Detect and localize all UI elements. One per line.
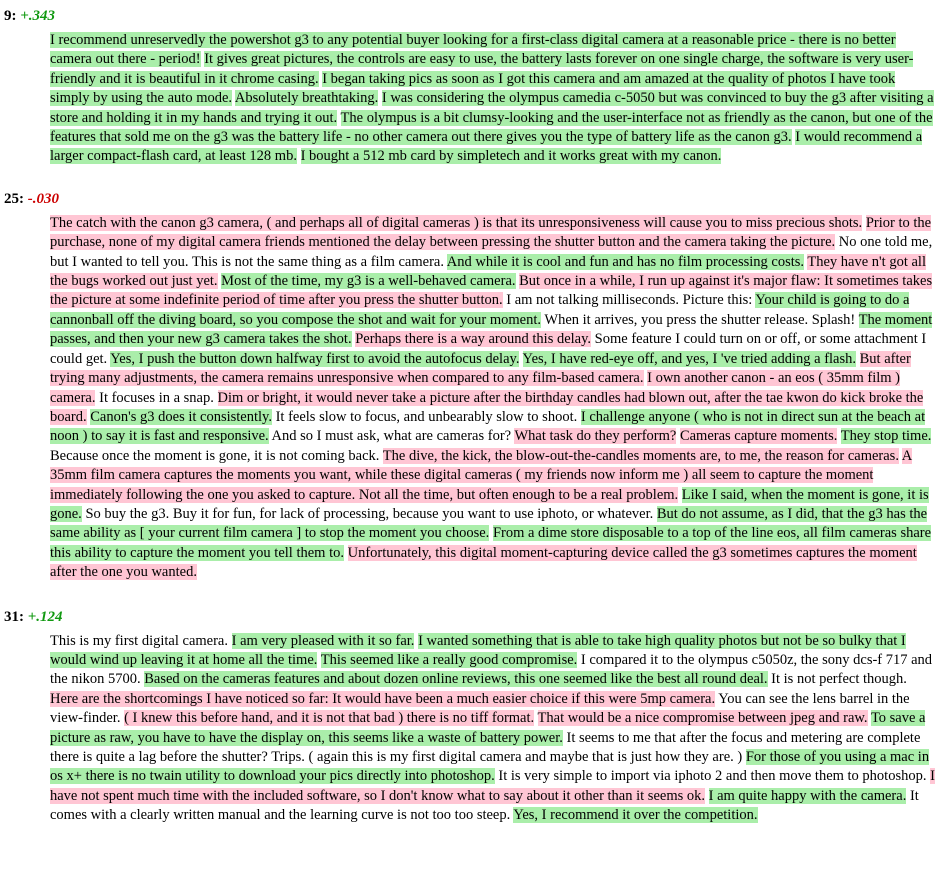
review-body (50, 632, 937, 826)
highlighted-text-segment: The dive, the kick, the blow-out-the-candles moments are, to me, the reason for cameras. (382, 447, 899, 464)
highlighted-text-segment: A 35mm film camera captures the moments you want, while these digital cameras ( my friends now inform me ) all seem to capture the moment immediately following the one you asked to capture. Not all the time, but often enough to be a real problem. (50, 447, 913, 503)
text-segment: It focuses in a snap. (99, 389, 214, 406)
highlighted-text-segment: The moment passes, and then your new g3 camera takes the shot. (50, 311, 933, 348)
highlighted-text-segment: But after trying many adjustments, the camera remains unresponsive when compared to any film-based camera. (50, 350, 911, 387)
highlighted-text-segment: I recommend unreservedly the powershot g3 to any potential buyer looking for a first-class digital camera at a reasonable price - there is no better camera out there - period! (50, 32, 896, 68)
highlighted-text-segment: I bought a 512 mb card by simpletech and it works great with my canon. (300, 148, 722, 165)
text-segment: So buy the g3. Buy it for fun, for lack of processing, because you want to use iphoto, or whatever. (85, 505, 654, 522)
highlighted-text-segment: Dim or bright, it would never take a picture after the birthday candles had blown out, after the tae kwon do kick broke the board. (50, 389, 924, 425)
highlighted-text-segment: For those of you using a mac in os x+ there is no twain utility to download your pics directly into photoshop. (50, 749, 930, 785)
highlighted-text-segment: I wanted something that is able to take high quality photos but not be so bulky that I would wind up leaving it at home all the time. (50, 632, 906, 668)
text-segment: When it arrives, you press the shutter release. Splash! (544, 311, 856, 328)
highlighted-text-segment: The olympus is a bit clumsy-looking and the user-interface not as friendly as the canon, but one of the features that sold me on the g3 was the battery life - no other camera out there gives you the type of battery life as the canon g3. (50, 109, 933, 146)
text-segment: Because once the moment is gone, it is not coming back. (50, 447, 380, 464)
highlighted-text-segment: Yes, I have red-eye off, and yes, I 've tried adding a flash. (522, 350, 857, 367)
text-segment: You can see the lens barrel in the view-finder. (50, 690, 910, 727)
highlighted-text-segment: From a dime store disposable to a top of the line eos, all film cameras share this ability to capture the moment you tell them to. (50, 525, 932, 561)
highlighted-text-segment: Yes, I push the button down halfway first to avoid the autofocus delay. (110, 350, 520, 367)
highlighted-text-segment: Prior to the purchase, none of my digital camera friends mentioned the delay between pressing the shutter button and the camera taking the picture. (50, 214, 932, 251)
text-segment (214, 390, 218, 406)
highlighted-text-segment: Perhaps there is a way around this delay. (355, 331, 592, 348)
review-id: 31: (4, 608, 24, 625)
highlighted-text-segment: Absolutely breathtaking. (234, 90, 379, 107)
highlighted-text-segment: Yes, I recommend it over the competition. (513, 807, 758, 824)
block-spacer (0, 167, 945, 185)
text-segment: It is very simple to import via iphoto 2 and then move them to photoshop. (498, 768, 927, 785)
text-segment: No one told me, but I wanted to tell you. This is not the same thing as a film camera. (50, 234, 933, 270)
highlighted-text-segment: To save a picture as raw, you have to have the display on, this seems like a waste of battery power. (50, 710, 926, 746)
highlighted-text-segment: What task do they perform? (514, 428, 677, 445)
text-segment: Some feature I could turn on or off, or some attachment I could get. (50, 331, 927, 367)
review-score: +.343 (20, 8, 56, 24)
review-block (0, 583, 945, 826)
highlighted-text-segment: The catch with the canon g3 camera, ( and perhaps all of digital cameras ) is that its unresponsiveness will cause you to miss precious shots. (50, 214, 863, 231)
highlighted-text-segment: I own another canon - an eos ( 35mm film ) camera. (50, 370, 900, 406)
highlighted-text-segment: Your child is going to do a cannonball off the diving board, so you compose the shot and wait for your moment. (50, 292, 910, 328)
highlighted-text-segment: I have not spent much time with the included software, so I don't know what to say about it other than it seems ok. (50, 768, 935, 804)
review-header (0, 191, 945, 208)
highlighted-text-segment: I began taking pics as soon as I got this camera and am amazed at the quality of photos I have took simply by using the auto mode. (50, 70, 896, 107)
text-segment: It seems to me that after the focus and metering are complete there is quite a lag before the shutter? (50, 729, 921, 765)
text-segment: It is not perfect though. (771, 671, 907, 688)
highlighted-text-segment: That would be a nice compromise between jpeg and raw. (537, 710, 868, 727)
highlighted-text-segment: I was considering the olympus camedia c-5050 but was convinced to buy the g3 after visiting a store and holding it in my hands and trying it out. (50, 90, 934, 126)
block-spacer (0, 583, 945, 603)
review-body (50, 214, 937, 583)
highlighted-text-segment: Unfortunately, this digital moment-capturing device called the g3 sometimes captures the moment after the one you wanted. (50, 544, 917, 581)
highlighted-text-segment: Here are the shortcomings I have noticed so far: It would have been a much easier choice if this were 5mp camera. (50, 690, 716, 707)
highlighted-text-segment: They have n't got all the bugs worked out just yet. (50, 253, 926, 290)
highlighted-text-segment: I challenge anyone ( who is not in direct sun at the beach at noon ) to say it is fast and responsive. (50, 408, 926, 445)
highlighted-text-segment: Most of the time, my g3 is a well-behaved camera. (221, 273, 516, 290)
text-segment: I compared it to the olympus c5050z, the sony dcs-f 717 and the nikon 5700. (50, 651, 933, 688)
text-segment: It comes with a clearly written manual and the learning curve is not too too steep. (50, 787, 919, 824)
reviews-container (0, 8, 945, 826)
text-segment: And so I must ask, what are cameras for? (271, 428, 512, 445)
highlighted-text-segment: They stop time. (840, 428, 932, 445)
review-score: -.030 (27, 190, 59, 207)
text-segment: Trips. ( again this is my first digital camera and maybe that is just how they are. ) (271, 749, 743, 765)
review-id: 25: (4, 190, 24, 207)
review-block (0, 167, 945, 583)
highlighted-text-segment: Like I said, when the moment is gone, it is gone. (50, 486, 929, 522)
highlighted-text-segment: ( I knew this before hand, and it is not that bad ) there is no tiff format. (124, 710, 535, 727)
review-block (0, 8, 945, 167)
highlighted-text-segment: And while it is cool and fun and has no film processing costs. (446, 253, 805, 270)
top-padding (0, 0, 945, 2)
review-header (0, 609, 945, 626)
highlighted-text-segment: I am very pleased with it so far. (231, 632, 415, 649)
review-header (0, 8, 945, 25)
highlighted-text-segment: Based on the cameras features and about dozen online reviews, this one seemed like the best all round deal. (144, 671, 768, 688)
highlighted-text-segment: But once in a while, I run up against it's major flaw: It sometimes takes the picture at some indefinite period of time after you press the shutter button. (50, 273, 933, 309)
highlighted-text-segment: I am quite happy with the camera. (708, 787, 907, 804)
highlighted-text-segment: It gives great pictures, the controls are easy to use, the battery lasts forever on one single charge, the software is very user-friendly and it is beautiful in it chrome casing. (50, 51, 914, 87)
highlighted-text-segment: Cameras capture moments. (679, 428, 838, 445)
highlighted-text-segment: But do not assume, as I did, that the g3 has the same ability as [ your current film camera ] to stop the moment you choose. (50, 505, 928, 542)
highlighted-text-segment: I would recommend a larger compact-flash card, at least 128 mb. (50, 129, 923, 165)
text-segment: This is my first digital camera. (50, 632, 228, 649)
text-segment: I am not talking milliseconds. Picture this: (506, 292, 753, 309)
highlighted-text-segment: Canon's g3 does it consistently. (90, 408, 272, 425)
review-id: 9: (4, 8, 17, 24)
review-body (50, 31, 937, 167)
text-segment: It feels slow to focus, and unbearably slow to shoot. (275, 408, 578, 425)
highlighted-text-segment: This seemed like a really good compromise. (320, 651, 578, 668)
review-score: +.124 (27, 608, 63, 625)
